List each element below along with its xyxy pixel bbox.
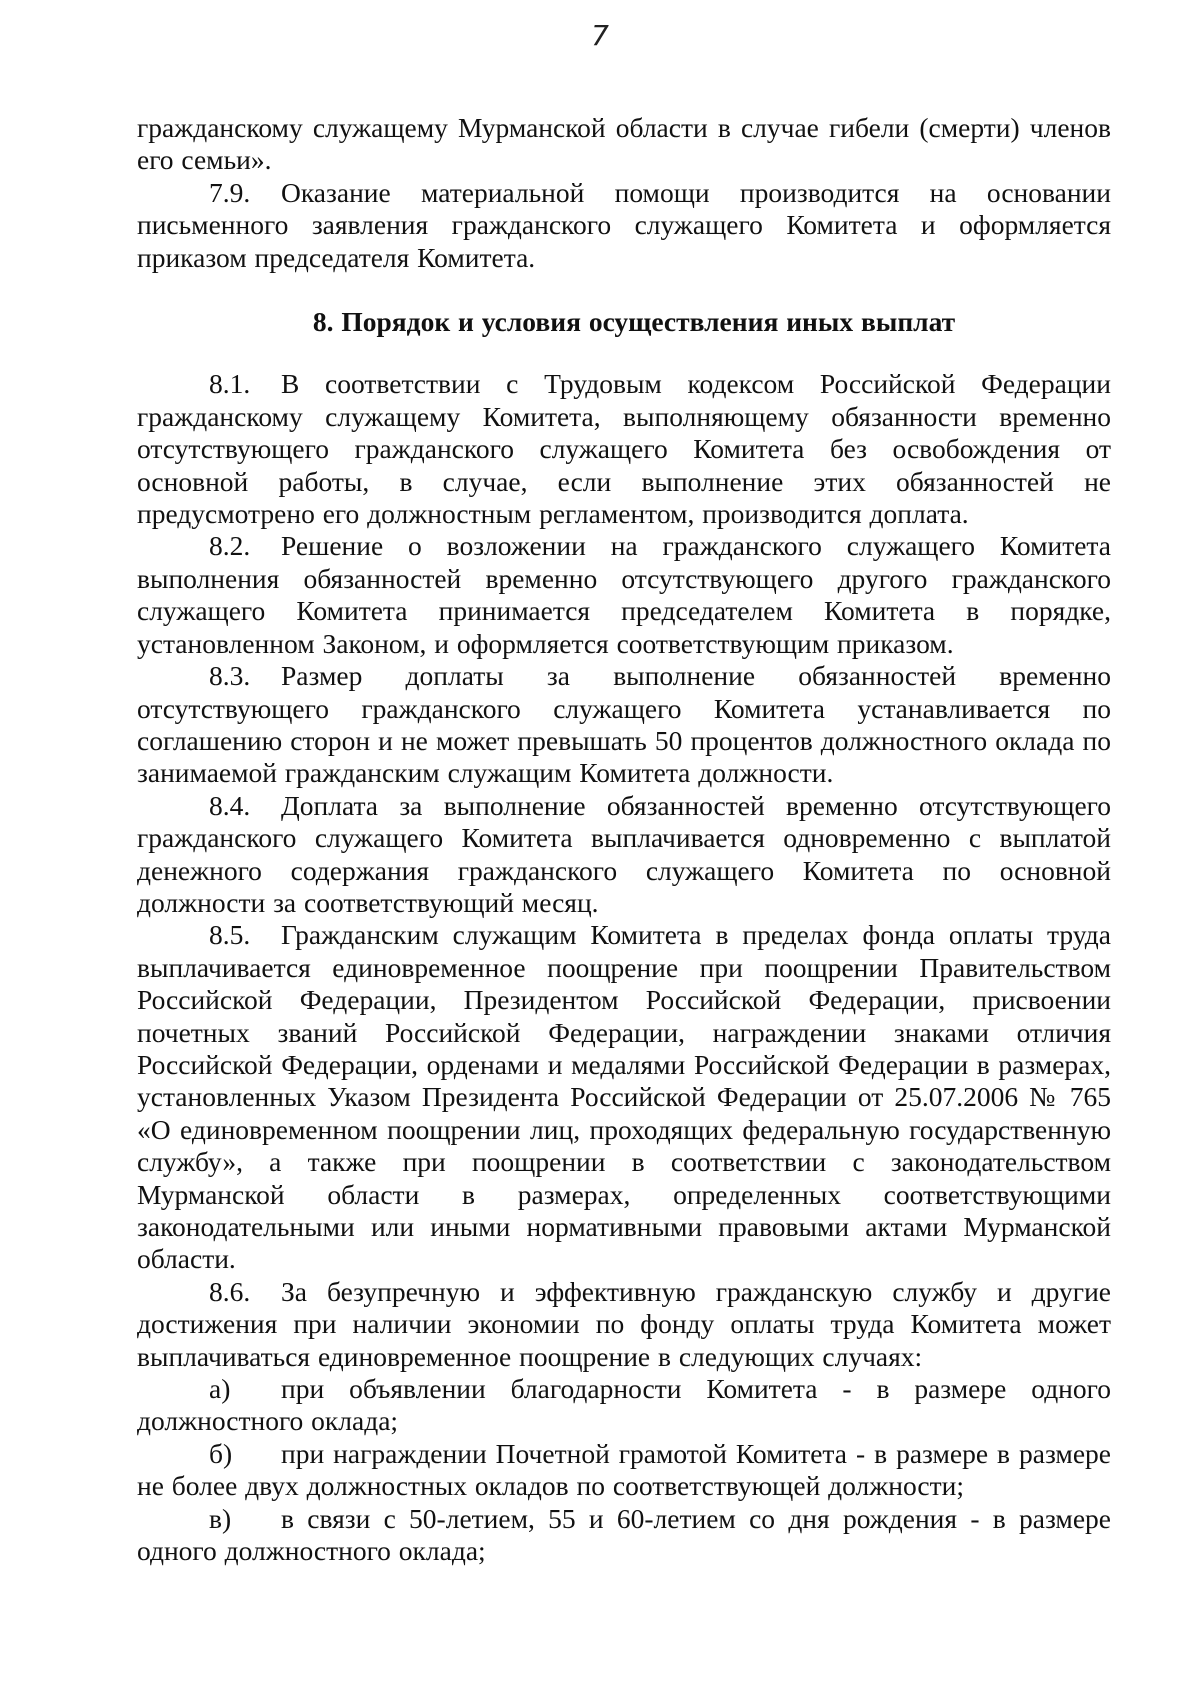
list-item-text: в связи с 50-летием, 55 и 60-летием со дня рождения - в размере одного должностного оклада;: [137, 1502, 1111, 1567]
paragraph-continuation: [137, 112, 1111, 177]
paragraph-number: 7.9.: [209, 176, 251, 208]
paragraph-text: За безупречную и эффективную гражданскую службу и другие достижения при наличии экономии по фонду оплаты труда Комитета может выплачиваться единовременное поощрение в следующих случаях:: [137, 1275, 1111, 1372]
paragraph-number: 8.2.: [209, 530, 251, 562]
paragraph-number: 8.4.: [209, 789, 251, 821]
paragraph-number: 8.6.: [209, 1275, 251, 1307]
paragraph-text: гражданскому служащему Мурманской области в случае гибели (смерти) членов его семьи».: [137, 112, 1111, 176]
page-number: 7: [591, 19, 609, 52]
paragraph-8-2: [137, 530, 1111, 660]
paragraph-7-9: [137, 177, 1111, 274]
paragraph-text: Решение о возложении на гражданского служащего Комитета выполнения обязанностей временно отсутствующего другого гражданского служащего Комитета принимается председателем Комитета в порядке, установленном Законом, и оформляется соответствующим приказом.: [137, 530, 1111, 659]
paragraph-number: 8.1.: [209, 368, 251, 400]
list-item-text: при объявлении благодарности Комитета - в размере одного должностного оклада;: [137, 1373, 1111, 1437]
paragraph-8-4: [137, 790, 1111, 920]
list-item-b: [137, 1438, 1111, 1503]
list-marker: б): [209, 1437, 233, 1469]
document-body: [137, 112, 1111, 1567]
paragraph-8-3: [137, 660, 1111, 790]
paragraph-number: 8.5.: [209, 919, 251, 951]
paragraph-number: 8.3.: [209, 660, 251, 692]
paragraph-text: Гражданским служащим Комитета в пределах фонда оплаты труда выплачивается единовременное поощрение при поощрении Правительством Российской Федерации, Президентом Российской Федерации, присвоении почетных званий Российской Федерации, награждении знаками отличия Российской Федерации, орденами и медалями Российской Федерации в размерах, установленных Указом Президента Российской Федерации от 25.07.2006 № 765 «О единовременном поощрении лиц, проходящих федеральную государственную службу», а также при поощрении в соответствии с законодательством Мурманской области в размерах, определенных соответствующими законодательными или иными нормативными правовыми актами Мурманской области.: [137, 919, 1111, 1275]
paragraph-8-5: [137, 919, 1111, 1275]
paragraph-text: В соответствии с Трудовым кодексом Российской Федерации гражданскому служащему Комитета, выполняющему обязанности временно отсутствующего гражданского служащего Комитета без освобождения от основной работы, в случае, если выполнение этих обязанностей не предусмотрено его должностным регламентом, производится доплата.: [137, 368, 1111, 530]
list-marker: а): [209, 1373, 231, 1405]
list-marker: в): [209, 1502, 232, 1534]
section-heading: 8. Порядок и условия осуществления иных выплат: [312, 306, 956, 338]
list-item-a: [137, 1373, 1111, 1438]
paragraph-text: Размер доплаты за выполнение обязанностей временно отсутствующего гражданского служащего Комитета устанавливается по соглашению сторон и не может превышать 50 процентов должностного оклада по занимаемой гражданским служащим Комитета должности.: [137, 660, 1111, 789]
list-item-text: при награждении Почетной грамотой Комитета - в размере в размере не более двух должностных окладов по соответствующей должности;: [137, 1437, 1111, 1502]
paragraph-text: Оказание материальной помощи производится на основании письменного заявления гражданского служащего Комитета и оформляется приказом председателя Комитета.: [137, 176, 1111, 273]
paragraph-text: Доплата за выполнение обязанностей временно отсутствующего гражданского служащего Комитета выплачивается одновременно с выплатой денежного содержания гражданского служащего Комитета по основной должности за соответствующий месяц.: [137, 789, 1111, 918]
list-item-v: [137, 1503, 1111, 1568]
paragraph-8-1: [137, 368, 1111, 530]
paragraph-8-6: [137, 1276, 1111, 1373]
